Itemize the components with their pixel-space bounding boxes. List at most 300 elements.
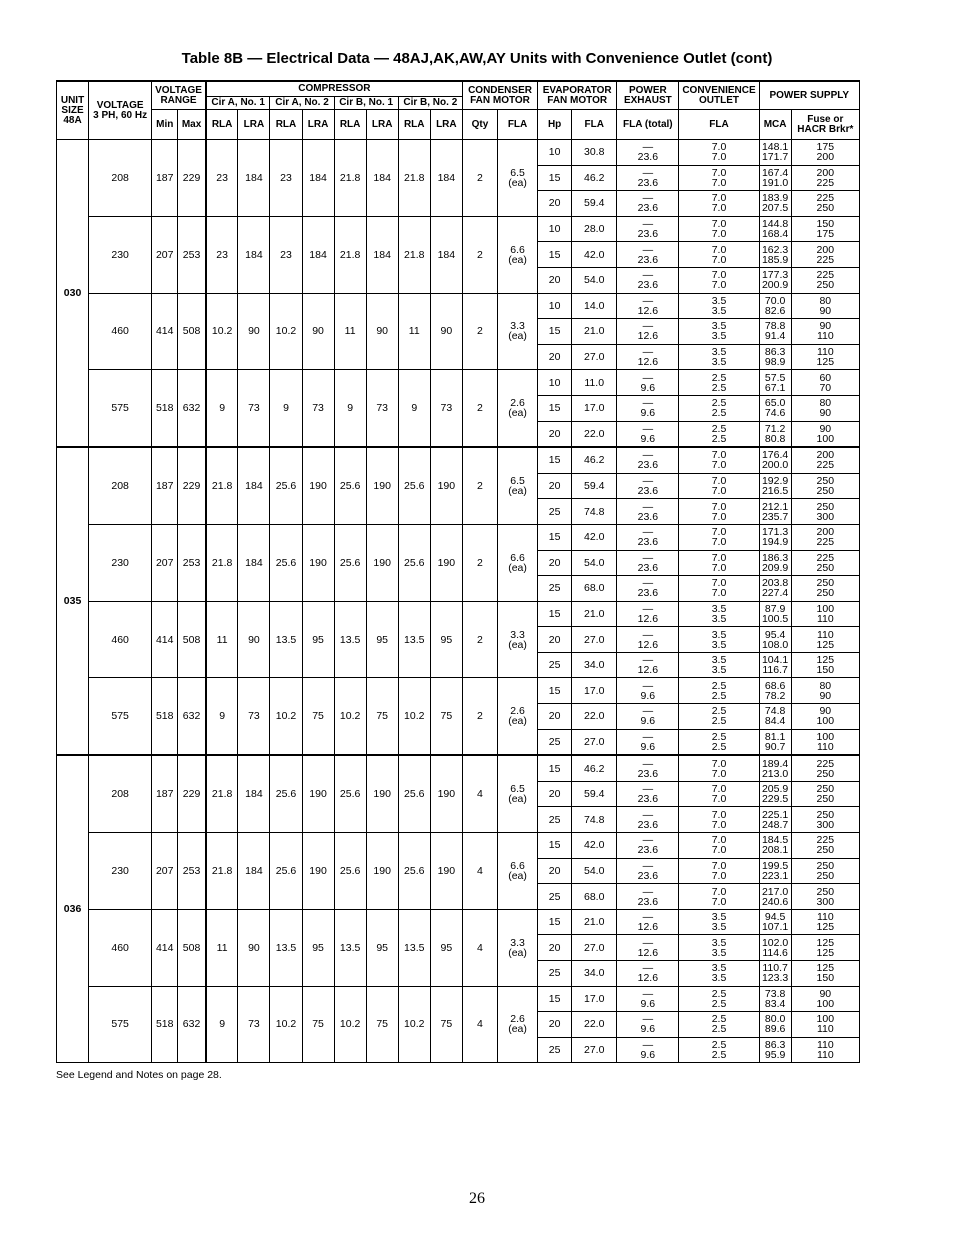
compressor-lra-cell: 190 bbox=[302, 833, 334, 910]
compressor-rla-cell: 21.8 bbox=[398, 140, 430, 217]
voltage-min-cell: 207 bbox=[152, 833, 178, 910]
power-exhaust-cell: — 12.6 bbox=[617, 601, 679, 627]
table-row bbox=[57, 140, 860, 166]
compressor-rla-cell: 13.5 bbox=[334, 601, 366, 678]
evaporator-fla-cell: 27.0 bbox=[572, 729, 617, 755]
convenience-outlet-cell: 3.5 3.5 bbox=[679, 961, 759, 987]
condenser-fla-cell: 6.6 (ea) bbox=[498, 216, 538, 293]
power-exhaust-cell: — 23.6 bbox=[617, 576, 679, 602]
compressor-rla-cell: 13.5 bbox=[398, 909, 430, 986]
voltage-min-cell: 207 bbox=[152, 524, 178, 601]
fuse-cell: 80 90 bbox=[791, 395, 859, 421]
evaporator-fla-cell: 27.0 bbox=[572, 627, 617, 653]
voltage-max-cell: 508 bbox=[178, 293, 206, 370]
compressor-lra-cell: 73 bbox=[238, 986, 270, 1063]
convenience-outlet-cell: 2.5 2.5 bbox=[679, 1012, 759, 1038]
compressor-lra-cell: 190 bbox=[366, 833, 398, 910]
convenience-outlet-cell: 2.5 2.5 bbox=[679, 704, 759, 730]
mca-cell: 87.9 100.5 bbox=[759, 601, 791, 627]
compressor-lra-cell: 73 bbox=[302, 370, 334, 447]
evaporator-hp-cell: 15 bbox=[538, 242, 572, 268]
convenience-outlet-cell: 3.5 3.5 bbox=[679, 293, 759, 319]
page-number: 26 bbox=[469, 1190, 485, 1207]
compressor-lra-cell: 184 bbox=[366, 140, 398, 217]
evaporator-hp-cell: 15 bbox=[538, 755, 572, 781]
fuse-cell: 225 250 bbox=[791, 267, 859, 293]
compressor-lra-cell: 75 bbox=[430, 678, 462, 755]
compressor-lra-cell: 75 bbox=[302, 678, 334, 755]
compressor-rla-cell: 25.6 bbox=[270, 755, 302, 832]
compressor-lra-cell: 184 bbox=[238, 524, 270, 601]
condenser-fla-cell: 2.6 (ea) bbox=[498, 678, 538, 755]
table-row bbox=[57, 524, 860, 550]
fla-total-header: FLA (total) bbox=[617, 110, 679, 140]
mca-cell: 171.3 194.9 bbox=[759, 524, 791, 550]
evaporator-fla-cell: 17.0 bbox=[572, 678, 617, 704]
compressor-rla-cell: 13.5 bbox=[270, 601, 302, 678]
fuse-cell: 250 300 bbox=[791, 884, 859, 910]
mca-cell: 205.9 229.5 bbox=[759, 781, 791, 807]
compressor-rla-cell: 10.2 bbox=[398, 678, 430, 755]
mca-cell: 167.4 191.0 bbox=[759, 165, 791, 191]
evaporator-fla-cell: 59.4 bbox=[572, 781, 617, 807]
power-exhaust-cell: — 23.6 bbox=[617, 165, 679, 191]
mca-cell: 192.9 216.5 bbox=[759, 473, 791, 499]
compressor-lra-cell: 184 bbox=[430, 216, 462, 293]
evaporator-fla-cell: 59.4 bbox=[572, 191, 617, 217]
evaporator-hp-cell: 25 bbox=[538, 1037, 572, 1063]
evaporator-fla-cell: 54.0 bbox=[572, 267, 617, 293]
voltage-min-cell: 414 bbox=[152, 601, 178, 678]
power-exhaust-cell: — 23.6 bbox=[617, 884, 679, 910]
mca-cell: 71.2 80.8 bbox=[759, 421, 791, 447]
condenser-fla-cell: 3.3 (ea) bbox=[498, 293, 538, 370]
condenser-fla-cell: 2.6 (ea) bbox=[498, 370, 538, 447]
evaporator-fla-cell: 54.0 bbox=[572, 550, 617, 576]
compressor-lra-cell: 190 bbox=[302, 524, 334, 601]
voltage-cell: 230 bbox=[89, 833, 152, 910]
convenience-outlet-cell: 2.5 2.5 bbox=[679, 678, 759, 704]
voltage-max-cell: 229 bbox=[178, 140, 206, 217]
compressor-rla-cell: 25.6 bbox=[270, 833, 302, 910]
fuse-cell: 90 110 bbox=[791, 319, 859, 345]
power-exhaust-cell: — 23.6 bbox=[617, 499, 679, 525]
convenience-outlet-cell: 3.5 3.5 bbox=[679, 627, 759, 653]
evaporator-fla-cell: 42.0 bbox=[572, 524, 617, 550]
outlet-fla-header: FLA bbox=[679, 110, 759, 140]
compressor-lra-cell: 190 bbox=[366, 524, 398, 601]
table-body bbox=[57, 140, 860, 1063]
mca-cell: 212.1 235.7 bbox=[759, 499, 791, 525]
compressor-rla-cell: 11 bbox=[334, 293, 366, 370]
evaporator-fla-header: FLA bbox=[572, 110, 617, 140]
fuse-header: Fuse or HACR Brkr* bbox=[791, 110, 859, 140]
convenience-outlet-cell: 7.0 7.0 bbox=[679, 499, 759, 525]
power-exhaust-cell: — 9.6 bbox=[617, 1037, 679, 1063]
condenser-fla-cell: 6.5 (ea) bbox=[498, 447, 538, 524]
evaporator-fan-header: EVAPORATOR FAN MOTOR bbox=[538, 81, 617, 110]
compressor-lra-cell: 190 bbox=[366, 755, 398, 832]
power-exhaust-cell: — 12.6 bbox=[617, 293, 679, 319]
fuse-cell: 225 250 bbox=[791, 755, 859, 781]
mca-cell: 73.8 83.4 bbox=[759, 986, 791, 1012]
evaporator-fla-cell: 22.0 bbox=[572, 421, 617, 447]
fuse-cell: 250 300 bbox=[791, 807, 859, 833]
compressor-rla-cell: 21.8 bbox=[206, 447, 238, 524]
compressor-lra-cell: 190 bbox=[430, 447, 462, 524]
voltage-cell: 208 bbox=[89, 140, 152, 217]
voltage-max-cell: 253 bbox=[178, 833, 206, 910]
convenience-outlet-cell: 2.5 2.5 bbox=[679, 1037, 759, 1063]
mca-cell: 177.3 200.9 bbox=[759, 267, 791, 293]
mca-cell: 74.8 84.4 bbox=[759, 704, 791, 730]
lra-header: LRA bbox=[366, 110, 398, 140]
power-exhaust-cell: — 23.6 bbox=[617, 807, 679, 833]
convenience-outlet-cell: 7.0 7.0 bbox=[679, 191, 759, 217]
table-row bbox=[57, 986, 860, 1012]
evaporator-hp-cell: 15 bbox=[538, 524, 572, 550]
voltage-cell: 460 bbox=[89, 601, 152, 678]
compressor-lra-cell: 184 bbox=[238, 447, 270, 524]
compressor-rla-cell: 10.2 bbox=[270, 986, 302, 1063]
evaporator-hp-cell: 10 bbox=[538, 140, 572, 166]
evaporator-hp-cell: 25 bbox=[538, 652, 572, 678]
compressor-lra-cell: 90 bbox=[238, 293, 270, 370]
convenience-outlet-cell: 7.0 7.0 bbox=[679, 755, 759, 781]
convenience-outlet-cell: 3.5 3.5 bbox=[679, 319, 759, 345]
voltage-cell: 230 bbox=[89, 524, 152, 601]
fuse-cell: 250 300 bbox=[791, 499, 859, 525]
mca-cell: 183.9 207.5 bbox=[759, 191, 791, 217]
fuse-cell: 110 125 bbox=[791, 627, 859, 653]
fuse-cell: 250 250 bbox=[791, 858, 859, 884]
mca-cell: 162.3 185.9 bbox=[759, 242, 791, 268]
evaporator-fla-cell: 42.0 bbox=[572, 833, 617, 859]
circuit-a2-header: Cir A, No. 2 bbox=[270, 97, 334, 110]
evaporator-fla-cell: 17.0 bbox=[572, 986, 617, 1012]
evaporator-hp-cell: 20 bbox=[538, 1012, 572, 1038]
mca-cell: 94.5 107.1 bbox=[759, 909, 791, 935]
power-exhaust-cell: — 23.6 bbox=[617, 755, 679, 781]
compressor-lra-cell: 190 bbox=[302, 447, 334, 524]
voltage-max-cell: 632 bbox=[178, 678, 206, 755]
evaporator-hp-cell: 25 bbox=[538, 961, 572, 987]
evaporator-fla-cell: 17.0 bbox=[572, 395, 617, 421]
mca-cell: 78.8 91.4 bbox=[759, 319, 791, 345]
evaporator-hp-cell: 20 bbox=[538, 935, 572, 961]
compressor-lra-cell: 75 bbox=[366, 986, 398, 1063]
electrical-data-table bbox=[56, 80, 860, 1063]
fuse-cell: 60 70 bbox=[791, 370, 859, 396]
voltage-cell: 208 bbox=[89, 755, 152, 832]
fuse-cell: 125 150 bbox=[791, 652, 859, 678]
voltage-max-cell: 253 bbox=[178, 524, 206, 601]
table-row bbox=[57, 909, 860, 935]
evaporator-hp-cell: 25 bbox=[538, 729, 572, 755]
power-exhaust-header: POWER EXHAUST bbox=[617, 81, 679, 110]
evaporator-fla-cell: 46.2 bbox=[572, 447, 617, 473]
power-exhaust-cell: — 23.6 bbox=[617, 524, 679, 550]
power-exhaust-cell: — 23.6 bbox=[617, 550, 679, 576]
power-exhaust-cell: — 23.6 bbox=[617, 140, 679, 166]
fuse-cell: 100 110 bbox=[791, 1012, 859, 1038]
evaporator-fla-cell: 21.0 bbox=[572, 909, 617, 935]
fuse-cell: 200 225 bbox=[791, 447, 859, 473]
mca-cell: 57.5 67.1 bbox=[759, 370, 791, 396]
fuse-cell: 80 90 bbox=[791, 293, 859, 319]
evaporator-fla-cell: 74.8 bbox=[572, 807, 617, 833]
condenser-qty-cell: 4 bbox=[462, 909, 497, 986]
mca-cell: 184.5 208.1 bbox=[759, 833, 791, 859]
power-exhaust-cell: — 23.6 bbox=[617, 833, 679, 859]
voltage-max-cell: 508 bbox=[178, 601, 206, 678]
mca-cell: 186.3 209.9 bbox=[759, 550, 791, 576]
fuse-cell: 200 225 bbox=[791, 524, 859, 550]
voltage-min-cell: 187 bbox=[152, 755, 178, 832]
compressor-lra-cell: 95 bbox=[366, 909, 398, 986]
page-title: Table 8B — Electrical Data — 48AJ,AK,AW,AY Units with Convenience Outlet (cont) bbox=[181, 50, 773, 67]
mca-cell: 80.0 89.6 bbox=[759, 1012, 791, 1038]
convenience-outlet-cell: 7.0 7.0 bbox=[679, 524, 759, 550]
mca-cell: 104.1 116.7 bbox=[759, 652, 791, 678]
power-supply-header: POWER SUPPLY bbox=[759, 81, 859, 110]
convenience-outlet-cell: 7.0 7.0 bbox=[679, 447, 759, 473]
evaporator-hp-cell: 15 bbox=[538, 319, 572, 345]
compressor-rla-cell: 11 bbox=[206, 909, 238, 986]
fuse-cell: 225 250 bbox=[791, 833, 859, 859]
power-exhaust-cell: — 23.6 bbox=[617, 242, 679, 268]
compressor-rla-cell: 25.6 bbox=[334, 524, 366, 601]
power-exhaust-cell: — 9.6 bbox=[617, 729, 679, 755]
voltage-max-cell: 229 bbox=[178, 755, 206, 832]
power-exhaust-cell: — 12.6 bbox=[617, 961, 679, 987]
evaporator-fla-cell: 68.0 bbox=[572, 884, 617, 910]
compressor-rla-cell: 9 bbox=[206, 986, 238, 1063]
evaporator-hp-cell: 20 bbox=[538, 267, 572, 293]
condenser-fla-cell: 3.3 (ea) bbox=[498, 601, 538, 678]
compressor-rla-cell: 23 bbox=[206, 216, 238, 293]
compressor-lra-cell: 90 bbox=[430, 293, 462, 370]
circuit-b2-header: Cir B, No. 2 bbox=[398, 97, 462, 110]
voltage-max-cell: 229 bbox=[178, 447, 206, 524]
evaporator-hp-cell: 20 bbox=[538, 344, 572, 370]
condenser-qty-cell: 2 bbox=[462, 216, 497, 293]
unit-size-cell: 035 bbox=[57, 447, 89, 755]
unit-size-cell: 036 bbox=[57, 755, 89, 1063]
compressor-lra-cell: 95 bbox=[430, 601, 462, 678]
compressor-rla-cell: 21.8 bbox=[334, 140, 366, 217]
condenser-qty-cell: 2 bbox=[462, 370, 497, 447]
voltage-cell: 575 bbox=[89, 370, 152, 447]
voltage-max-cell: 632 bbox=[178, 370, 206, 447]
compressor-lra-cell: 184 bbox=[302, 140, 334, 217]
compressor-rla-cell: 25.6 bbox=[334, 833, 366, 910]
mca-cell: 217.0 240.6 bbox=[759, 884, 791, 910]
fuse-cell: 110 110 bbox=[791, 1037, 859, 1063]
evaporator-hp-cell: 10 bbox=[538, 293, 572, 319]
evaporator-fla-cell: 21.0 bbox=[572, 601, 617, 627]
rla-header: RLA bbox=[206, 110, 238, 140]
compressor-lra-cell: 73 bbox=[430, 370, 462, 447]
compressor-rla-cell: 25.6 bbox=[398, 524, 430, 601]
compressor-lra-cell: 184 bbox=[430, 140, 462, 217]
power-exhaust-cell: — 23.6 bbox=[617, 216, 679, 242]
mca-cell: 110.7 123.3 bbox=[759, 961, 791, 987]
compressor-rla-cell: 10.2 bbox=[398, 986, 430, 1063]
convenience-outlet-cell: 7.0 7.0 bbox=[679, 576, 759, 602]
fuse-cell: 125 125 bbox=[791, 935, 859, 961]
power-exhaust-cell: — 12.6 bbox=[617, 319, 679, 345]
compressor-rla-cell: 25.6 bbox=[398, 447, 430, 524]
fuse-cell: 110 125 bbox=[791, 344, 859, 370]
min-header: Min bbox=[152, 110, 178, 140]
compressor-lra-cell: 184 bbox=[366, 216, 398, 293]
compressor-rla-cell: 21.8 bbox=[206, 833, 238, 910]
circuit-a1-header: Cir A, No. 1 bbox=[206, 97, 270, 110]
evaporator-hp-cell: 15 bbox=[538, 909, 572, 935]
fuse-cell: 110 125 bbox=[791, 909, 859, 935]
unit-size-header: UNIT SIZE 48A bbox=[57, 81, 89, 140]
condenser-fla-cell: 6.6 (ea) bbox=[498, 524, 538, 601]
compressor-rla-cell: 10.2 bbox=[334, 678, 366, 755]
qty-header: Qty bbox=[462, 110, 497, 140]
condenser-qty-cell: 2 bbox=[462, 678, 497, 755]
voltage-min-cell: 518 bbox=[152, 370, 178, 447]
convenience-outlet-cell: 7.0 7.0 bbox=[679, 781, 759, 807]
evaporator-hp-cell: 15 bbox=[538, 447, 572, 473]
power-exhaust-cell: — 23.6 bbox=[617, 858, 679, 884]
power-exhaust-cell: — 23.6 bbox=[617, 447, 679, 473]
compressor-lra-cell: 190 bbox=[302, 755, 334, 832]
mca-header: MCA bbox=[759, 110, 791, 140]
evaporator-hp-cell: 20 bbox=[538, 781, 572, 807]
table-row bbox=[57, 370, 860, 396]
compressor-rla-cell: 23 bbox=[270, 216, 302, 293]
condenser-fla-header: FLA bbox=[498, 110, 538, 140]
mca-cell: 199.5 223.1 bbox=[759, 858, 791, 884]
condenser-fla-cell: 3.3 (ea) bbox=[498, 909, 538, 986]
condenser-qty-cell: 4 bbox=[462, 755, 497, 832]
compressor-lra-cell: 75 bbox=[302, 986, 334, 1063]
evaporator-fla-cell: 59.4 bbox=[572, 473, 617, 499]
condenser-qty-cell: 2 bbox=[462, 601, 497, 678]
evaporator-fla-cell: 28.0 bbox=[572, 216, 617, 242]
convenience-outlet-cell: 2.5 2.5 bbox=[679, 729, 759, 755]
mca-cell: 68.6 78.2 bbox=[759, 678, 791, 704]
convenience-outlet-cell: 2.5 2.5 bbox=[679, 421, 759, 447]
convenience-outlet-cell: 7.0 7.0 bbox=[679, 858, 759, 884]
compressor-lra-cell: 190 bbox=[430, 524, 462, 601]
compressor-rla-cell: 9 bbox=[398, 370, 430, 447]
compressor-rla-cell: 9 bbox=[270, 370, 302, 447]
mca-cell: 86.3 95.9 bbox=[759, 1037, 791, 1063]
fuse-cell: 100 110 bbox=[791, 729, 859, 755]
compressor-rla-cell: 25.6 bbox=[334, 447, 366, 524]
power-exhaust-cell: — 12.6 bbox=[617, 935, 679, 961]
convenience-outlet-cell: 3.5 3.5 bbox=[679, 601, 759, 627]
compressor-lra-cell: 75 bbox=[430, 986, 462, 1063]
convenience-outlet-cell: 2.5 2.5 bbox=[679, 395, 759, 421]
convenience-outlet-cell: 7.0 7.0 bbox=[679, 267, 759, 293]
compressor-rla-cell: 21.8 bbox=[206, 524, 238, 601]
fuse-cell: 175 200 bbox=[791, 140, 859, 166]
table-row bbox=[57, 293, 860, 319]
compressor-lra-cell: 184 bbox=[238, 140, 270, 217]
power-exhaust-cell: — 9.6 bbox=[617, 395, 679, 421]
power-exhaust-cell: — 9.6 bbox=[617, 678, 679, 704]
evaporator-hp-cell: 15 bbox=[538, 678, 572, 704]
compressor-lra-cell: 95 bbox=[366, 601, 398, 678]
compressor-rla-cell: 11 bbox=[206, 601, 238, 678]
convenience-outlet-cell: 3.5 3.5 bbox=[679, 909, 759, 935]
power-exhaust-cell: — 9.6 bbox=[617, 986, 679, 1012]
power-exhaust-cell: — 9.6 bbox=[617, 421, 679, 447]
compressor-rla-cell: 10.2 bbox=[206, 293, 238, 370]
power-exhaust-cell: — 23.6 bbox=[617, 781, 679, 807]
compressor-rla-cell: 13.5 bbox=[398, 601, 430, 678]
power-exhaust-cell: — 9.6 bbox=[617, 1012, 679, 1038]
convenience-outlet-cell: 7.0 7.0 bbox=[679, 242, 759, 268]
power-exhaust-cell: — 12.6 bbox=[617, 652, 679, 678]
evaporator-hp-cell: 10 bbox=[538, 216, 572, 242]
evaporator-fla-cell: 22.0 bbox=[572, 704, 617, 730]
fuse-cell: 80 90 bbox=[791, 678, 859, 704]
voltage-max-cell: 253 bbox=[178, 216, 206, 293]
evaporator-hp-cell: 25 bbox=[538, 884, 572, 910]
power-exhaust-cell: — 12.6 bbox=[617, 344, 679, 370]
evaporator-fla-cell: 68.0 bbox=[572, 576, 617, 602]
mca-cell: 65.0 74.6 bbox=[759, 395, 791, 421]
fuse-cell: 250 250 bbox=[791, 576, 859, 602]
compressor-lra-cell: 184 bbox=[238, 216, 270, 293]
convenience-outlet-cell: 3.5 3.5 bbox=[679, 935, 759, 961]
compressor-rla-cell: 23 bbox=[206, 140, 238, 217]
mca-cell: 225.1 248.7 bbox=[759, 807, 791, 833]
compressor-rla-cell: 23 bbox=[270, 140, 302, 217]
power-exhaust-cell: — 23.6 bbox=[617, 267, 679, 293]
condenser-qty-cell: 2 bbox=[462, 447, 497, 524]
compressor-rla-cell: 25.6 bbox=[270, 447, 302, 524]
voltage-cell: 208 bbox=[89, 447, 152, 524]
evaporator-hp-cell: 20 bbox=[538, 421, 572, 447]
mca-cell: 148.1 171.7 bbox=[759, 140, 791, 166]
evaporator-fla-cell: 34.0 bbox=[572, 652, 617, 678]
table-row bbox=[57, 447, 860, 473]
convenience-outlet-cell: 2.5 2.5 bbox=[679, 370, 759, 396]
condenser-fla-cell: 6.6 (ea) bbox=[498, 833, 538, 910]
evaporator-hp-cell: 15 bbox=[538, 395, 572, 421]
evaporator-fla-cell: 27.0 bbox=[572, 1037, 617, 1063]
evaporator-hp-cell: 20 bbox=[538, 473, 572, 499]
compressor-lra-cell: 95 bbox=[302, 909, 334, 986]
evaporator-hp-cell: 15 bbox=[538, 833, 572, 859]
evaporator-hp-cell: 20 bbox=[538, 550, 572, 576]
mca-cell: 144.8 168.4 bbox=[759, 216, 791, 242]
fuse-cell: 100 110 bbox=[791, 601, 859, 627]
fuse-cell: 90 100 bbox=[791, 421, 859, 447]
evaporator-fla-cell: 11.0 bbox=[572, 370, 617, 396]
compressor-rla-cell: 9 bbox=[206, 678, 238, 755]
mca-cell: 189.4 213.0 bbox=[759, 755, 791, 781]
compressor-rla-cell: 25.6 bbox=[270, 524, 302, 601]
compressor-lra-cell: 90 bbox=[238, 909, 270, 986]
convenience-outlet-cell: 7.0 7.0 bbox=[679, 140, 759, 166]
power-exhaust-cell: — 9.6 bbox=[617, 370, 679, 396]
evaporator-fla-cell: 21.0 bbox=[572, 319, 617, 345]
condenser-fla-cell: 2.6 (ea) bbox=[498, 986, 538, 1063]
fuse-cell: 225 250 bbox=[791, 191, 859, 217]
voltage-min-cell: 187 bbox=[152, 140, 178, 217]
